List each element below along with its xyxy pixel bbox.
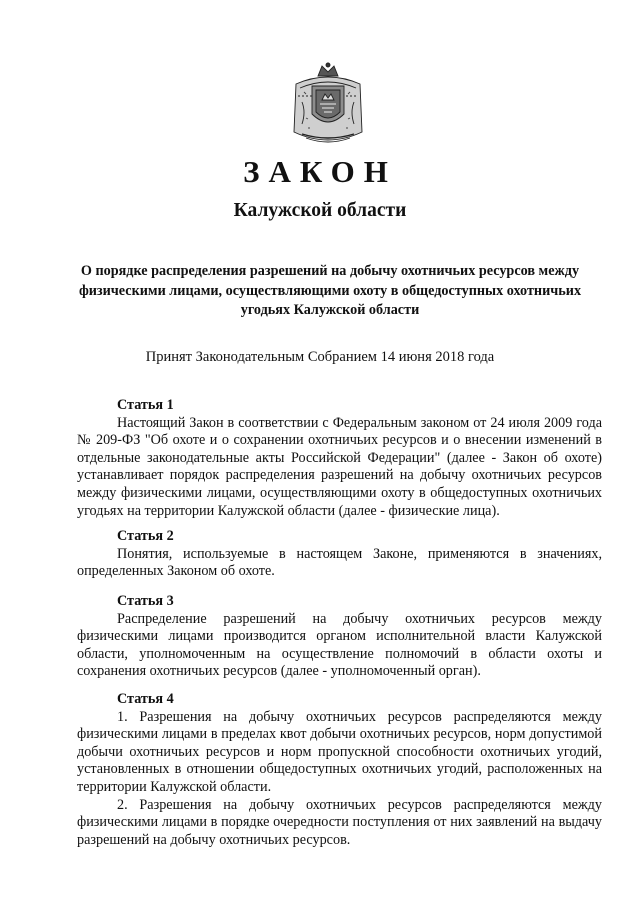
article-3 [77, 593, 602, 681]
article-2 [77, 528, 602, 581]
article-paragraph: Распределение разрешений на добычу охотничьих ресурсов между физическими лицами производится органом исполнительной власти Калужской области, уполномоченным на осуществление полномочий в области охоты и сохранения охотничьих ресурсов (далее - уполномоченный орган). [77, 610, 602, 680]
article-heading: Статья 1 [117, 397, 174, 413]
article-paragraph: Настоящий Закон в соответствии с Федеральным законом от 24 июля 2009 года № 209-ФЗ "Об охоте и о сохранении охотничьих ресурсов и о внесении изменений в отдельные законодательные акты Российской Федерации" (далее - Закон об охоте) устанавливает порядок распределения разрешений на добычу охотничьих ресурсов между физическими лицами, осуществляющими охоту в общедоступных охотничьих угодьях на территории Калужской области (далее - физические лица). [77, 414, 602, 519]
adoption-note: Принят Законодательным Собранием 14 июня 2018 года [145, 349, 495, 365]
article-paragraph: 1. Разрешения на добычу охотничьих ресурсов распределяются между физическими лицами в пределах квот добычи охотничьих ресурсов, норм допустимой добычи охотничьих ресурсов и норм пропускной способности охотничьих угодий, установленных в отношении общедоступных охотничьих угодий, расположенных на территории Калужской области. [77, 708, 602, 795]
article-paragraph: Понятия, используемые в настоящем Законе, применяются в значениях, определенных Законом об охоте. [77, 545, 602, 580]
document-type-title: ЗАКОН [243, 154, 397, 189]
coat-of-arms-icon [288, 62, 368, 148]
law-subject-title: О порядке распределения разрешений на добычу охотничьих ресурсов между физическими лицами, осуществляющими охоту в общедоступных охотничьих угодьях Калужской области [78, 263, 582, 318]
article-4 [77, 691, 602, 849]
article-heading: Статья 3 [117, 593, 174, 609]
article-1 [77, 397, 602, 520]
article-heading: Статья 4 [117, 691, 174, 707]
article-paragraph: 2. Разрешения на добычу охотничьих ресурсов распределяются между физическими лицами в порядке очередности поступления от них заявлений на выдачу разрешений на добычу охотничьих ресурсов. [77, 796, 602, 848]
region-title: Калужской области [233, 200, 407, 221]
article-heading: Статья 2 [117, 528, 174, 544]
